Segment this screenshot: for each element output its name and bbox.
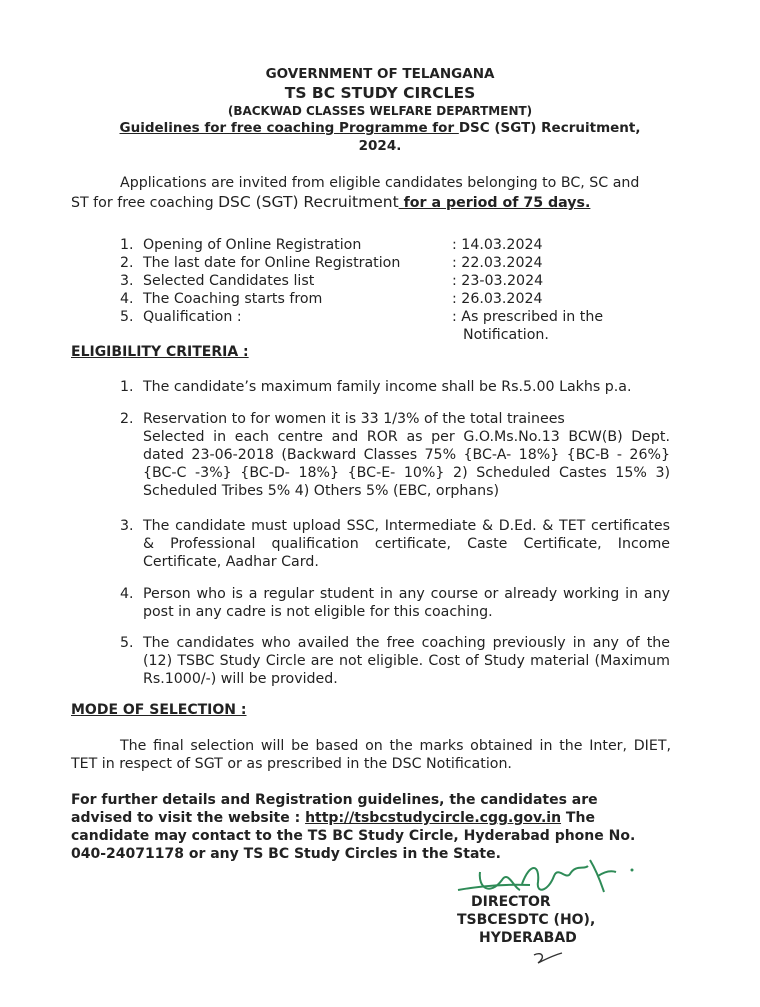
eligibility-text-5: The candidates who availed the free coaching previously in any of the (12) TSBC Study Circle are not eligible. Cost of Study material (Maximum Rs.1000/-) will be provided. bbox=[143, 635, 670, 687]
intro-part-2: DSC (SGT) Recruitment bbox=[218, 193, 399, 211]
eligibility-text-1: The candidate’s maximum family income shall be Rs.5.00 Lakhs p.a. bbox=[143, 379, 632, 395]
initial-mark bbox=[528, 947, 568, 969]
schedule-label-4: The Coaching starts from bbox=[143, 291, 323, 307]
signature-city: HYDERABAD bbox=[479, 930, 577, 946]
schedule-num-2: 2. bbox=[120, 255, 134, 271]
schedule-value-3: : 23-03.2024 bbox=[452, 273, 544, 289]
header-guidelines bbox=[0, 120, 760, 136]
schedule-label-1: Opening of Online Registration bbox=[143, 237, 362, 253]
signature-office: TSBCESDTC (HO), bbox=[457, 912, 596, 928]
eligibility-text-2-rest: Selected in each centre and ROR as per G.O.Ms.No.13 BCW(B) Dept. dated 23-06-2018 (Backward Classes 75% {BC-A- 18%} {BC-B - 26%} {BC-C -3%} {BC-D- 18%} {BC-E- 10%} 2) Scheduled Castes 15% 3) Scheduled Tribes 5% 4) Others 5% (EBC, orphans) bbox=[143, 429, 670, 499]
schedule-num-3: 3. bbox=[120, 273, 134, 289]
footer-line-2-part-2: The bbox=[561, 810, 595, 826]
schedule-value-2: : 22.03.2024 bbox=[452, 255, 543, 271]
header-department: (BACKWAD CLASSES WELFARE DEPARTMENT) bbox=[227, 104, 533, 118]
header-year: 2024. bbox=[358, 138, 402, 154]
eligibility-text-2-line-1: Reservation to for women it is 33 1/3% of the total trainees bbox=[143, 411, 565, 427]
footer-line-2-part-1: advised to visit the website : bbox=[71, 810, 306, 826]
schedule-value-1: : 14.03.2024 bbox=[452, 237, 543, 253]
schedule-value-5-cont: Notification. bbox=[463, 327, 549, 343]
intro-part-1: ST for free coaching bbox=[71, 195, 219, 211]
eligibility-num-1: 1. bbox=[120, 379, 134, 395]
guidelines-rest: DSC (SGT) Recruitment, bbox=[458, 120, 641, 136]
signature-director: DIRECTOR bbox=[471, 894, 551, 910]
guidelines-underlined: Guidelines for free coaching Programme for bbox=[119, 120, 459, 136]
intro-period: for a period of 75 days. bbox=[398, 195, 591, 211]
eligibility-title: ELIGIBILITY CRITERIA : bbox=[71, 344, 249, 360]
footer-line-3: candidate may contact to the TS BC Study Circle, Hyderabad phone No. bbox=[71, 828, 636, 844]
intro-line-2 bbox=[71, 193, 590, 212]
schedule-value-5: : As prescribed in the bbox=[452, 309, 604, 325]
eligibility-num-2: 2. bbox=[120, 411, 134, 427]
header-government: GOVERNMENT OF TELANGANA bbox=[265, 66, 495, 82]
schedule-value-4: : 26.03.2024 bbox=[452, 291, 543, 307]
eligibility-num-5: 5. bbox=[120, 635, 134, 651]
footer-line-2 bbox=[71, 809, 595, 827]
selection-title: MODE OF SELECTION : bbox=[71, 702, 247, 718]
eligibility-num-4: 4. bbox=[120, 586, 134, 602]
schedule-num-1: 1. bbox=[120, 237, 134, 253]
schedule-label-3: Selected Candidates list bbox=[143, 273, 315, 289]
schedule-num-5: 5. bbox=[120, 309, 134, 325]
schedule-label-2: The last date for Online Registration bbox=[143, 255, 401, 271]
selection-text: The final selection will be based on the marks obtained in the Inter, DIET, TET in respect of SGT or as prescribed in the DSC Notification. bbox=[71, 738, 671, 772]
footer-line-4: 040-24071178 or any TS BC Study Circles in the State. bbox=[71, 846, 501, 862]
eligibility-text-4: Person who is a regular student in any course or already working in any post in any cadre is not eligible for this coaching. bbox=[143, 586, 670, 620]
header-study-circles: TS BC STUDY CIRCLES bbox=[284, 84, 476, 102]
schedule-num-4: 4. bbox=[120, 291, 134, 307]
website-link[interactable]: http://tsbcstudycircle.cgg.gov.in bbox=[305, 810, 562, 826]
eligibility-text-3: The candidate must upload SSC, Intermediate & D.Ed. & TET certificates & Professional qualification certificate, Caste Certificate, Income Certificate, Aadhar Card. bbox=[143, 518, 670, 570]
eligibility-num-3: 3. bbox=[120, 518, 134, 534]
intro-line-1: Applications are invited from eligible candidates belonging to BC, SC and bbox=[120, 175, 640, 191]
footer-line-1: For further details and Registration guidelines, the candidates are bbox=[71, 792, 598, 808]
schedule-label-5: Qualification : bbox=[143, 309, 242, 325]
